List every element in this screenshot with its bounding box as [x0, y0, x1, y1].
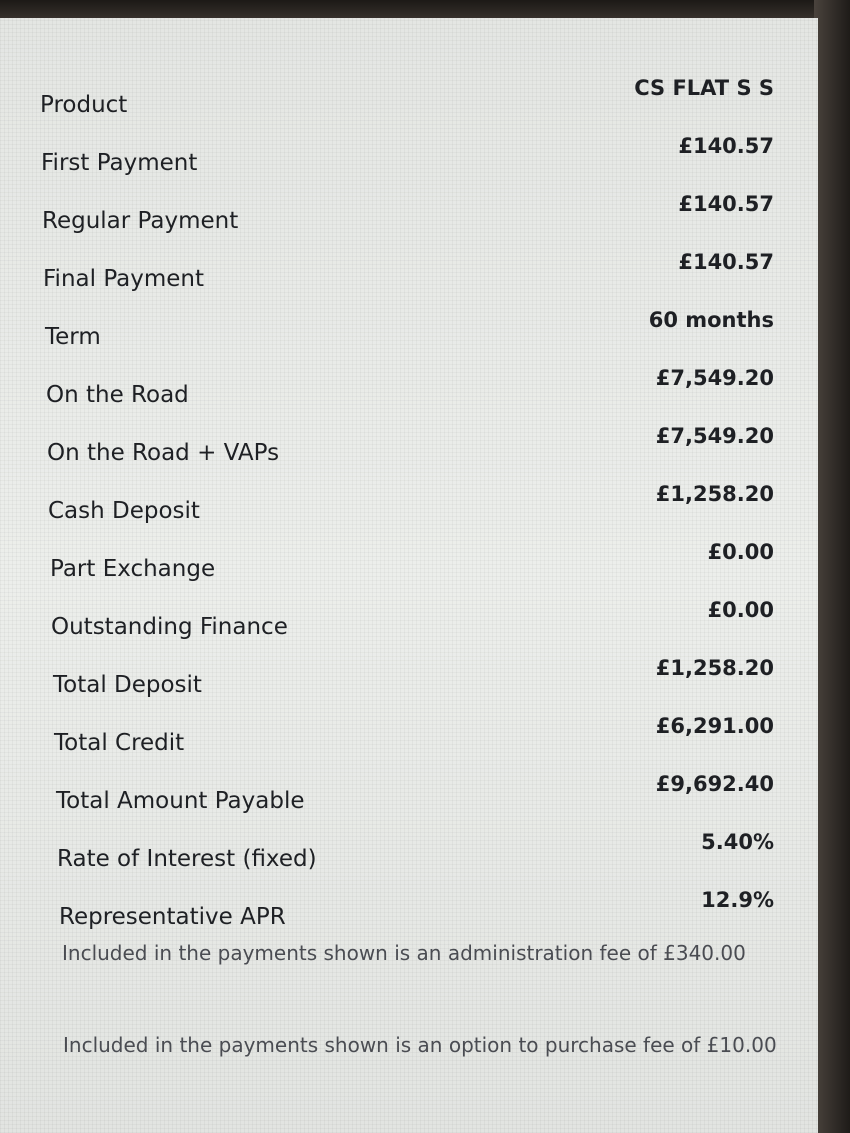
row-first-payment: [41, 128, 774, 186]
row-label: Term: [45, 324, 101, 350]
row-value: £0.00: [707, 540, 774, 564]
row-label: Product: [40, 92, 128, 118]
row-label: On the Road + VAPs: [47, 440, 280, 466]
row-product: [40, 70, 774, 128]
row-total-amount-payable: [56, 766, 774, 824]
row-value: £1,258.20: [655, 656, 774, 680]
admin-fee-note: Included in the payments shown is an administration fee of £340.00: [62, 941, 746, 965]
row-label: Total Amount Payable: [56, 788, 305, 814]
purchase-fee-note: Included in the payments shown is an option to purchase fee of £10.00: [63, 1033, 777, 1057]
row-label: Outstanding Finance: [51, 614, 288, 640]
row-total-deposit: [53, 650, 774, 708]
row-label: Final Payment: [43, 266, 205, 292]
row-on-the-road: [46, 360, 774, 418]
finance-summary-panel: [0, 18, 818, 1133]
row-value: 5.40%: [701, 830, 774, 854]
row-label: Cash Deposit: [48, 498, 200, 524]
row-value: £1,258.20: [655, 482, 774, 506]
row-value: £9,692.40: [655, 772, 774, 796]
row-value: 12.9%: [701, 888, 774, 912]
monitor-bezel-right: [814, 0, 850, 1133]
row-label: On the Road: [46, 382, 189, 408]
row-value: £0.00: [707, 598, 774, 622]
row-rate-of-interest: [57, 824, 774, 882]
row-cash-deposit: [48, 476, 774, 534]
row-final-payment: [43, 244, 774, 302]
row-value: £7,549.20: [655, 366, 774, 390]
row-total-credit: [54, 708, 774, 766]
row-representative-apr: [59, 882, 774, 940]
row-label: Total Deposit: [53, 672, 202, 698]
row-value: CS FLAT S S: [634, 76, 774, 100]
row-label: Regular Payment: [42, 208, 239, 234]
row-regular-payment: [42, 186, 774, 244]
row-outstanding-finance: [51, 592, 774, 650]
row-part-exchange: [50, 534, 774, 592]
row-label: Part Exchange: [50, 556, 216, 582]
row-label: Representative APR: [59, 904, 286, 930]
row-value: £140.57: [678, 192, 774, 216]
row-value: £7,549.20: [655, 424, 774, 448]
row-label: Rate of Interest (fixed): [57, 846, 317, 872]
row-value: 60 months: [648, 308, 774, 332]
row-value: £140.57: [678, 250, 774, 274]
row-value: £6,291.00: [655, 714, 774, 738]
row-on-the-road-vaps: [47, 418, 774, 476]
row-term: [45, 302, 774, 360]
row-label: First Payment: [41, 150, 198, 176]
row-value: £140.57: [678, 134, 774, 158]
row-label: Total Credit: [54, 730, 185, 756]
